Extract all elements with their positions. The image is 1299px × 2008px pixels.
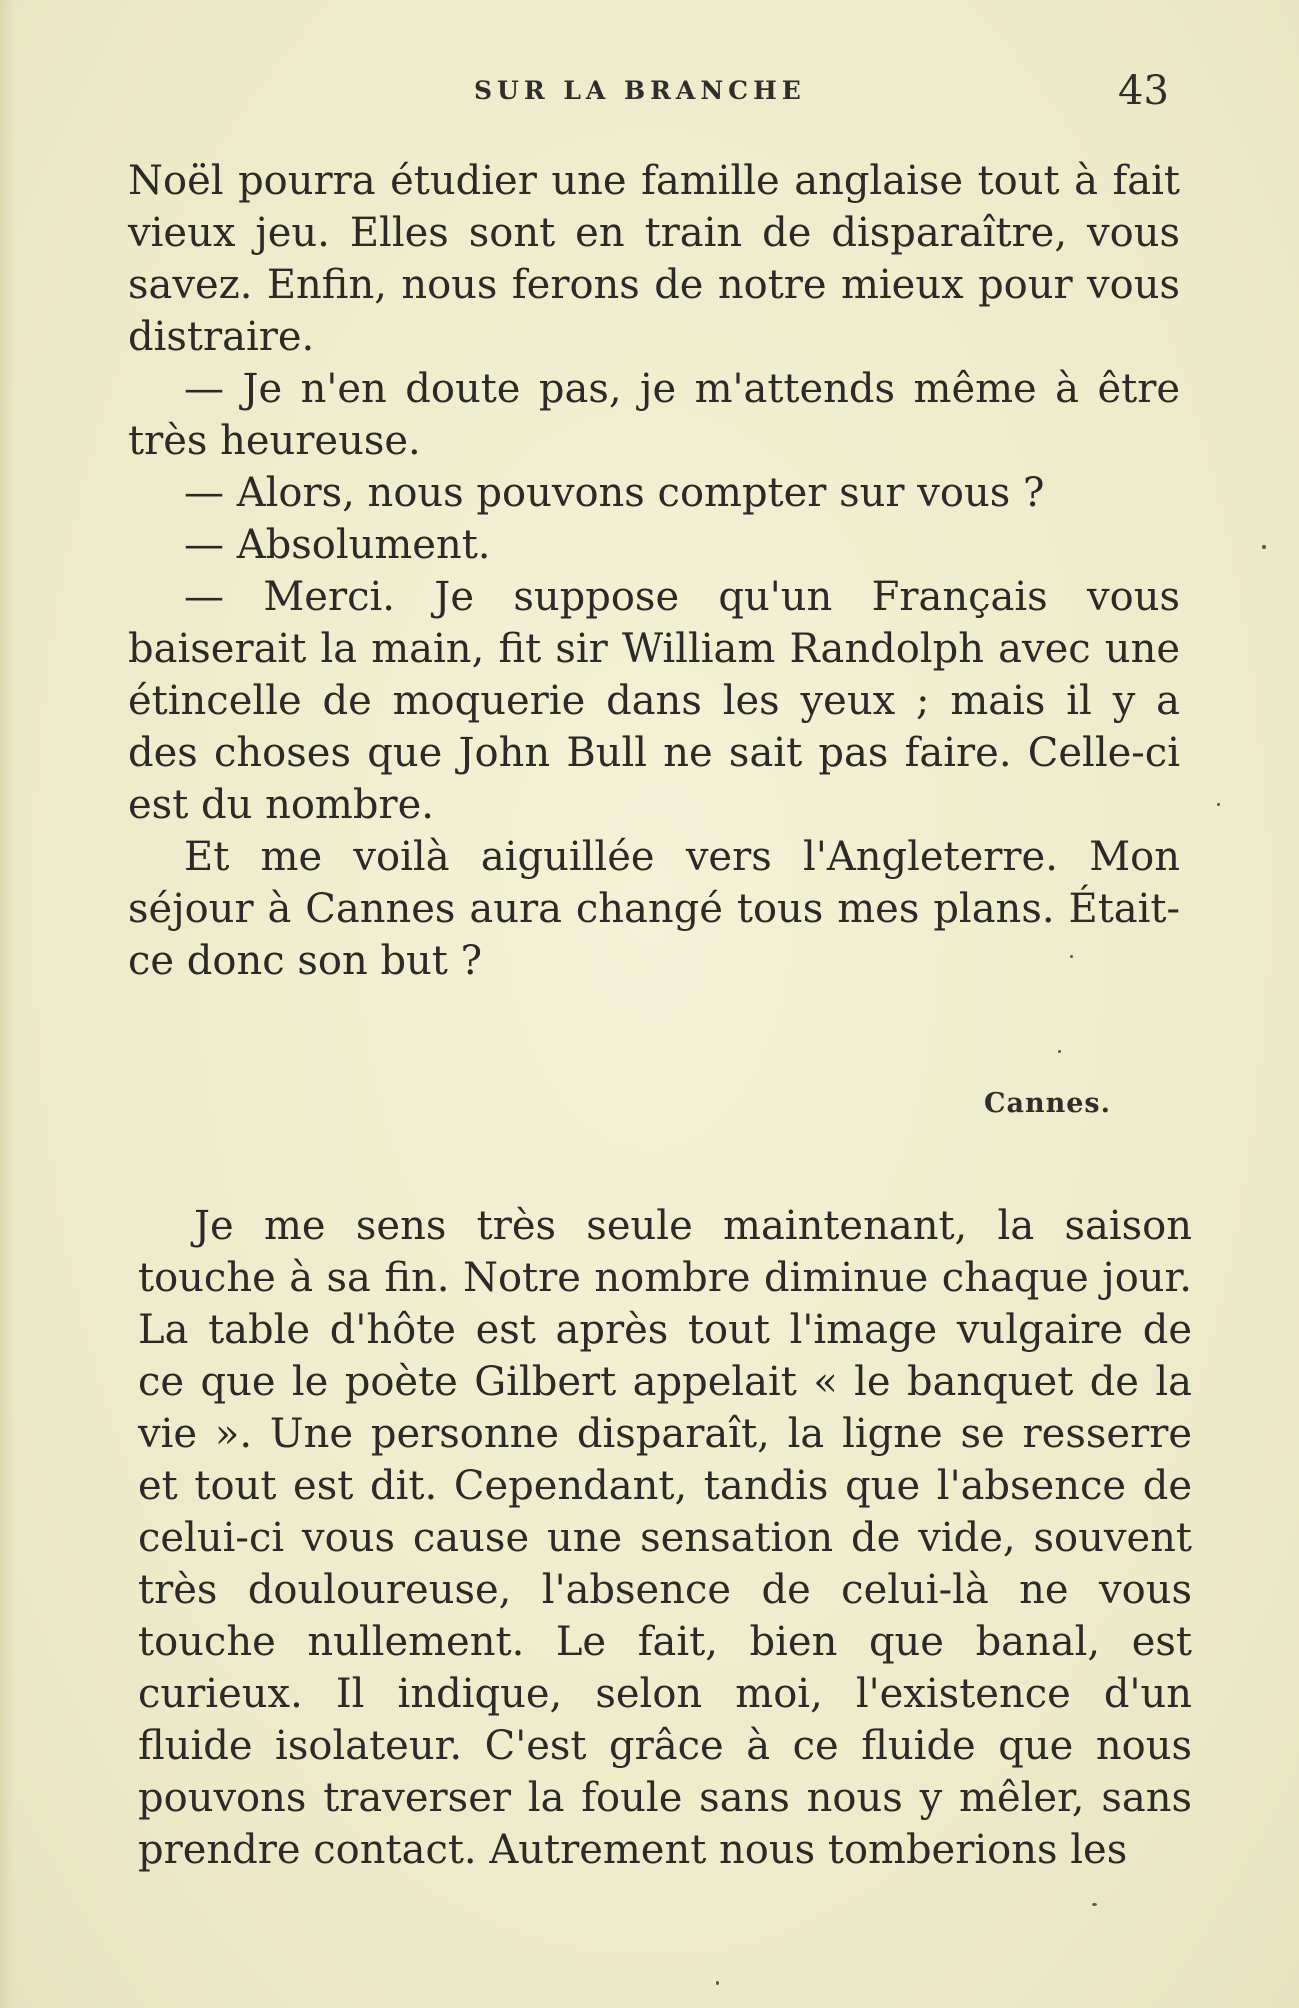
paragraph: Noël pourra étudier une famille anglaise tout à fait vieux jeu. Elles sont en train de disparaître, vous savez. Enfin, nous ferons de notre mieux pour vous distraire. [128, 158, 1180, 360]
paper-speck [1070, 955, 1073, 958]
paragraph: — Je n'en doute pas, je m'attends même à être très heureuse. [128, 366, 1180, 464]
paper-speck [1058, 1050, 1061, 1053]
paragraph: — Alors, nous pouvons compter sur vous ? [184, 470, 1045, 516]
paragraph: Et me voilà aiguillée vers l'Angleterre. Mon séjour à Cannes aura changé tous mes plans. Était-ce donc son but ? [128, 834, 1180, 984]
page-number: 43 [1118, 68, 1169, 114]
paragraph: — Merci. Je suppose qu'un Français vous baiserait la main, fit sir William Randolph avec une étincelle de moquerie dans les yeux ; mais il y a des choses que John Bull ne sait pas faire. Celle-ci est du nombre. [128, 574, 1180, 828]
text-block-top [128, 155, 1180, 987]
running-title: SUR LA BRANCHE [474, 76, 806, 105]
paper-speck [1262, 545, 1266, 549]
paragraph: Je me sens très seule maintenant, la saison touche à sa fin. Notre nombre diminue chaque jour. La table d'hôte est après tout l'image vulgaire de ce que le poète Gilbert appelait « le banquet de la vie ». Une personne disparaît, la ligne se resserre et tout est dit. Cependant, tandis que l'absence de celui-ci vous cause une sensation de vide, souvent très douloureuse, l'absence de celui-là ne vous touche nullement. Le fait, bien que banal, est curieux. Il indique, selon moi, l'existence d'un fluide isolateur. C'est grâce à ce fluide que nous pouvons traverser la foule sans nous y mêler, sans prendre contact. Autrement nous tomberions les [138, 1203, 1192, 1873]
text-block-bottom [138, 1200, 1192, 1876]
page-edge-shadow [0, 0, 14, 2008]
paragraph: — Absolument. [184, 522, 491, 568]
page-header [0, 68, 1299, 114]
paper-speck [1092, 1903, 1097, 1906]
paper-speck [1217, 803, 1220, 806]
dateline: Cannes. [984, 1088, 1112, 1119]
paper-speck [716, 1981, 719, 1985]
